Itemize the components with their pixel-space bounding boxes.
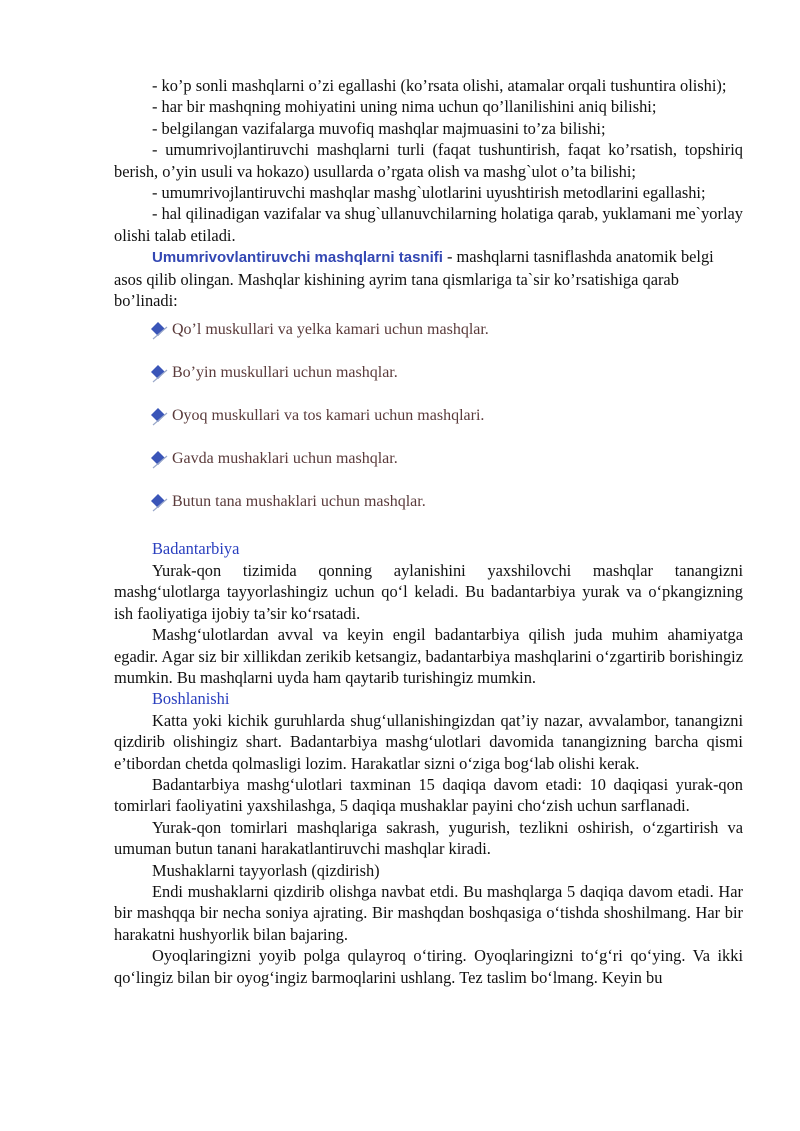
paragraph: Oyoqlaringizni yoyib polga qulayroq o‘tiring. Oyoqlaringizni to‘g‘ri qo‘ying. Va ikki qo‘lingiz bilan bir oyog‘ingiz barmoqlarini ushlang. Tez taslim bo‘lmang. Keyin bu (114, 946, 743, 987)
diamond-bullet-icon (149, 493, 169, 513)
intro-item: - umumrivojlantiruvchi mashqlar mashg`ulotlarini uyushtirish metodlarini egallashi; (152, 183, 706, 203)
section-title-mushaklar: Mushaklarni tayyorlash (qizdirish) (152, 860, 380, 880)
section-title-badantarbiya: Badantarbiya (152, 539, 240, 559)
diamond-bullet-icon (149, 407, 169, 427)
intro-item: - belgilangan vazifalarga muvofiq mashqlar majmuasini to’za bilishi; (152, 118, 606, 138)
list-item (114, 403, 743, 446)
diamond-bullet-icon (149, 450, 169, 470)
paragraph: Yurak-qon tomirlari mashqlariga sakrash, yugurish, tezlikni oshirish, o‘zgartirish va umuman butun tanani harakatlantiruvchi mashqlar kiradi. (114, 817, 743, 859)
list-item (114, 317, 743, 360)
paragraph: Badantarbiya mashg‘ulotlari taxminan 15 daqiqa davom etadi: 10 daqiqasi yurak-qon tomirlari faoliyatini yaxshilashga, 5 daqiqa mushaklar payini cho‘zish uchun sarflanadi. (114, 774, 743, 816)
classification-heading: Umumrivovlantiruvchi mashqlarni tasnifi (152, 249, 443, 267)
paragraph: Katta yoki kichik guruhlarda shug‘ullanishingizdan qat’iy nazar, avvalambor, tanangizni qizdirib olishingiz shart. Badantarbiya mashg‘ulotlari davomida tanangizning barcha qismi e’tibordan chetda qolmasligi lozim. Harakatlar sizni o‘ziga bog‘lab olishi kerak. (114, 710, 743, 773)
paragraph: Yurak-qon tizimida qonning aylanishini yaxshilovchi mashqlar tanangizni mashg‘ulotlarga tayyorlashingiz uchun qo‘l keladi. Bu badantarbiya yurak va o‘pkangizning ish faoliyatiga ijobiy ta’sir ko‘rsatadi. (114, 560, 743, 623)
list-item-label: Gavda mushaklari uchun mashqlar. (172, 450, 398, 468)
paragraph: Endi mushaklarni qizdirib olishga navbat etdi. Bu mashqlarga 5 daqiqa davom etadi. Har bir mashqqa bir necha soniya ajrating. Bir mashqdan boshqasiga o‘tishda shoshilmang. Har bir harakatni hushyorlik bilan bajaring. (114, 881, 743, 944)
intro-item: - har bir mashqning mohiyatini uning nima uchun qo’llanilishini aniq bilishi; (152, 97, 657, 117)
classification-text: - mashqlarni tasniflashda anatomik belgi asos qilib olingan. Mashqlar kishining ayrim tana qismlariga ta`sir ko’rsatishiga qarab bo’linadi: (114, 247, 714, 311)
diamond-bullet-icon (149, 364, 169, 384)
list-item-label: Butun tana mushaklari uchun mashqlar. (172, 493, 426, 511)
intro-item: - ko’p sonli mashqlarni o’zi egallashi (ko’rsata olishi, atamalar orqali tushuntira olishi); (152, 76, 727, 95)
section-title-boshlanishi: Boshlanishi (152, 689, 230, 709)
paragraph: Mashg‘ulotlardan avval va keyin engil badantarbiya qilish juda muhim ahamiyatga egadir. Agar siz bir xillikdan zerikib ketsangiz, badantarbiya mashqlarini o‘zgartirib borishingiz mumkin. Bu mashqlarni uyda ham qaytarib turishingiz mumkin. (114, 625, 743, 687)
exercise-list (114, 317, 743, 532)
list-item-label: Oyoq muskullari va tos kamari uchun mashqlari. (172, 407, 485, 425)
diamond-bullet-icon (149, 321, 169, 341)
list-item (114, 489, 743, 532)
page-content (114, 75, 743, 988)
list-item (114, 360, 743, 403)
list-item-label: Qo’l muskullari va yelka kamari uchun mashqlar. (172, 321, 489, 339)
list-item (114, 446, 743, 489)
list-item-label: Bo’yin muskullari uchun mashqlar. (172, 364, 398, 382)
intro-item: - umumrivojlantiruvchi mashqlarni turli (faqat tushuntirish, faqat ko’rsatish, topshiriq berish, o’yin usuli va hokazo) usullarda o’rgata olish va mashg`ulot o’ta bilishi; (114, 140, 743, 181)
intro-item: - hal qilinadigan vazifalar va shug`ullanuvchilarning holatiga qarab, yuklamani me`yorlay olishi talab etiladi. (114, 204, 743, 245)
classification-paragraph (114, 246, 743, 311)
